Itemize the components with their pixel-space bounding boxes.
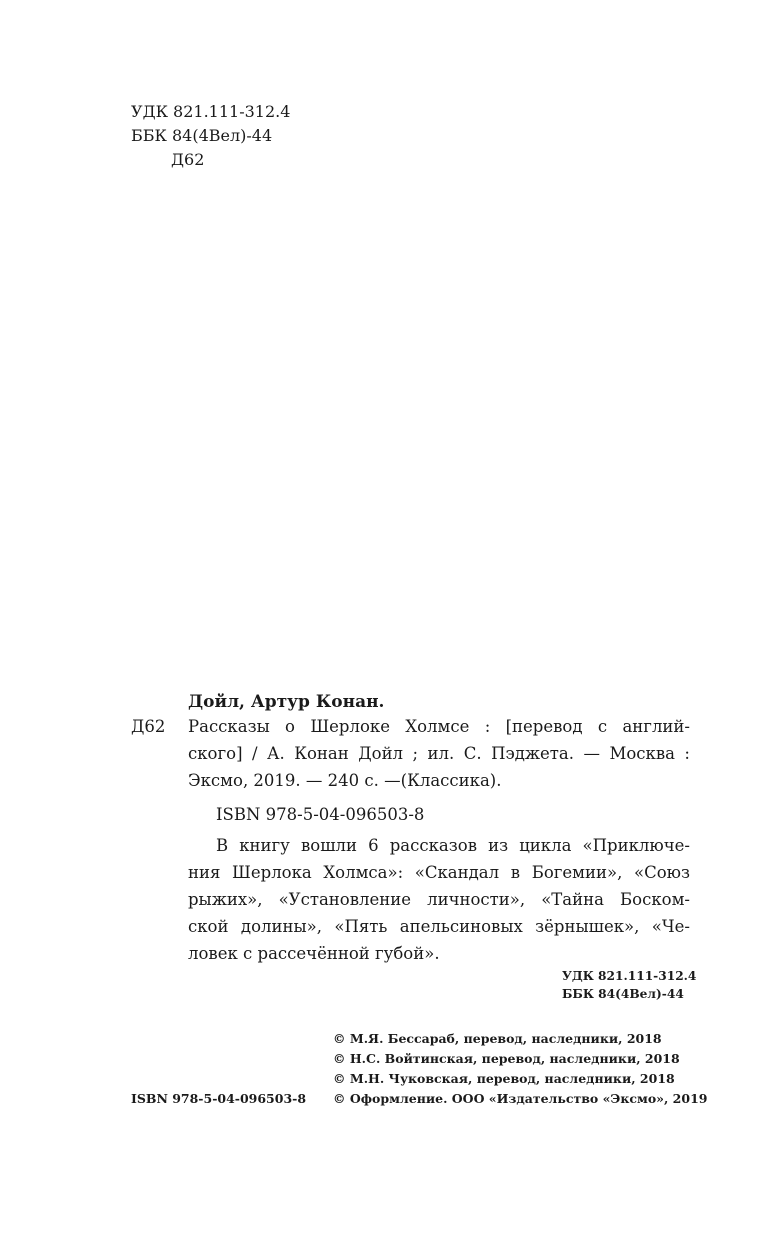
copyright-line-2: © Н.С. Войтинская, перевод, наследники, 2018 [333, 1051, 680, 1066]
annotation-line-1: В книгу вошли 6 рассказов из цикла «Приключе- [216, 836, 690, 855]
annotation-line-4: ской долины», «Пять апельсиновых зёрнышек», «Че- [188, 917, 690, 936]
author-heading: Дойл, Артур Конан. [188, 692, 385, 712]
top-bbk-code: ББК 84(4Вел)-44 [131, 126, 273, 145]
bottom-udk-code: УДК 821.111-312.4 [562, 969, 697, 983]
top-author-mark: Д62 [171, 150, 205, 169]
description-line-1: Рассказы о Шерлоке Холмсе : [перевод с англий- [188, 717, 690, 736]
bottom-bbk-code: ББК 84(4Вел)-44 [562, 987, 684, 1001]
description-line-3: Эксмо, 2019. — 240 с. —(Классика). [188, 771, 502, 790]
description-line-2: ского] / А. Конан Дойл ; ил. С. Пэджета. — Москва : [188, 744, 690, 763]
annotation-line-5: ловек с рассечённой губой». [188, 944, 440, 963]
copyright-line-4: © Оформление. ООО «Издательство «Эксмо», 2019 [333, 1091, 708, 1106]
annotation-line-3: рыжих», «Установление личности», «Тайна Боском- [188, 890, 690, 909]
annotation-line-2: ния Шерлока Холмса»: «Скандал в Богемии», «Союз [188, 863, 690, 882]
entry-isbn: ISBN 978-5-04-096503-8 [216, 805, 425, 824]
copyright-line-3: © М.Н. Чуковская, перевод, наследники, 2018 [333, 1071, 675, 1086]
top-udk-code: УДК 821.111-312.4 [131, 102, 291, 121]
copyright-line-1: © М.Я. Бессараб, перевод, наследники, 2018 [333, 1031, 662, 1046]
bottom-isbn: ISBN 978-5-04-096503-8 [131, 1091, 307, 1106]
entry-author-mark: Д62 [131, 717, 166, 736]
